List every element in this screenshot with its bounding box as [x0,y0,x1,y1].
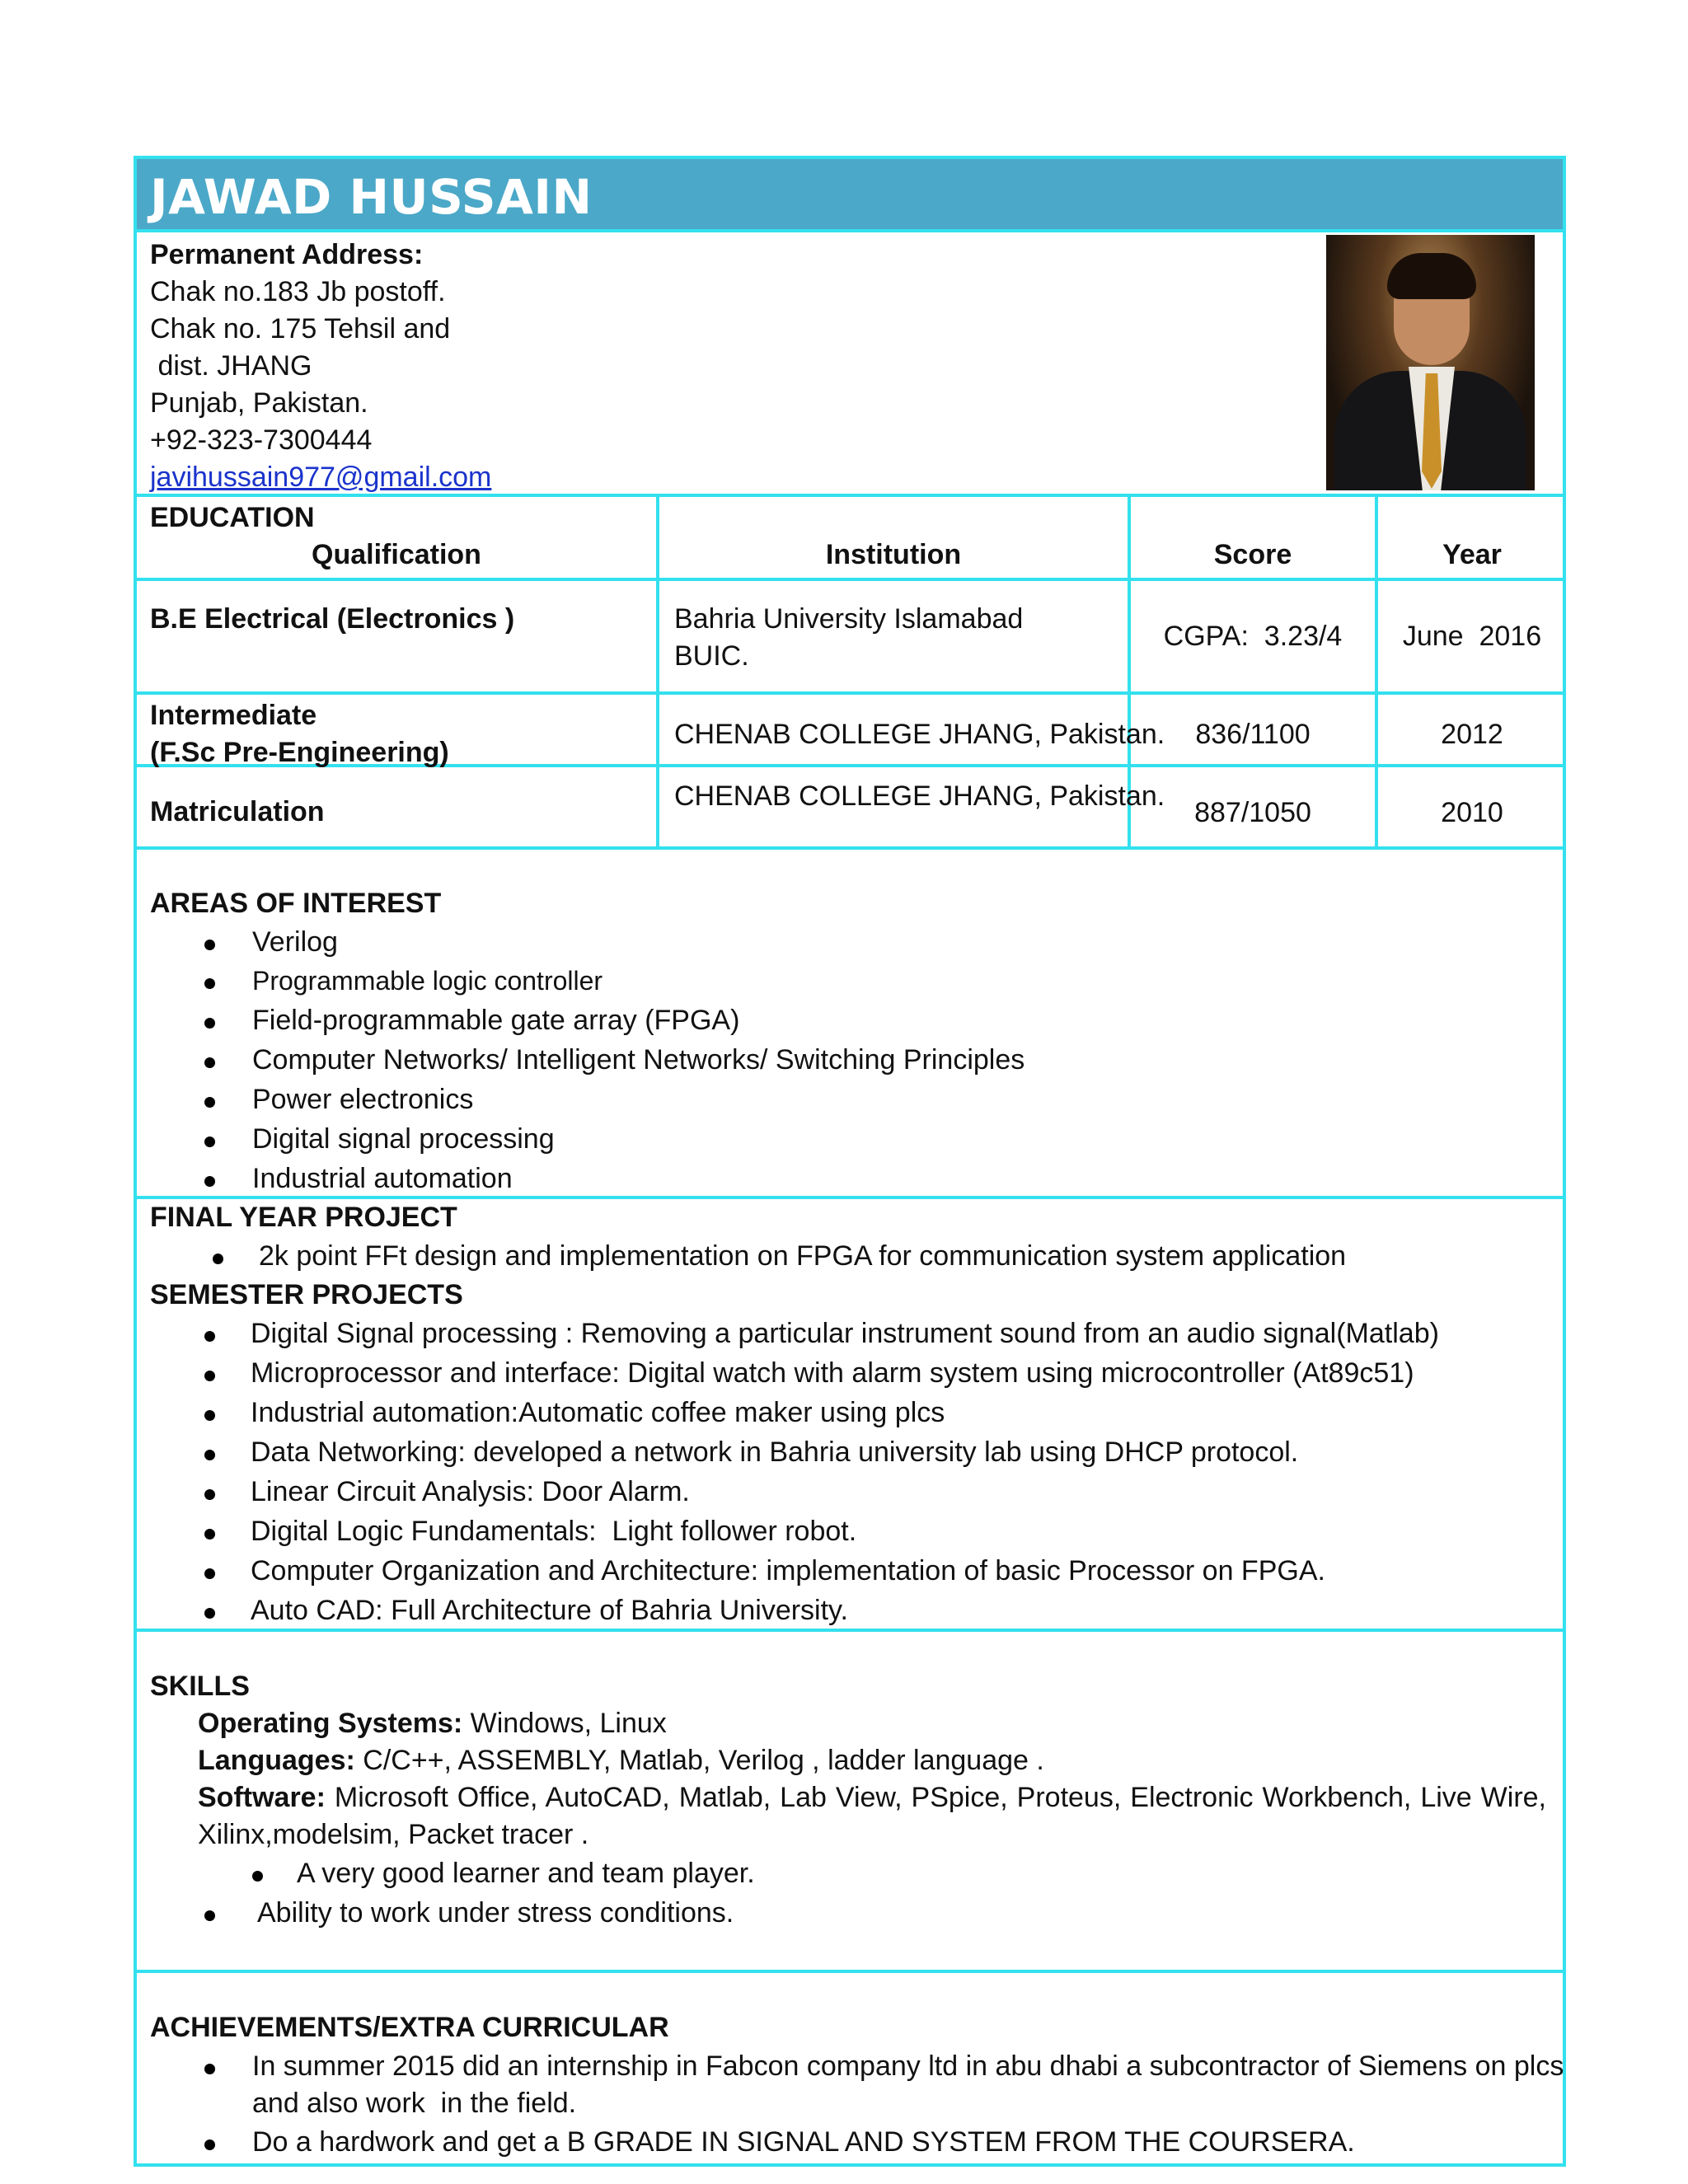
phone-number: +92-323-7300444 [150,424,373,456]
skill-value: Microsoft Office, AutoCAD, Matlab, Lab View, PSpice, Proteus, Electronic Workbench, Live Wire, Xilinx,modelsim, Packet tracer . [198,1782,1546,1850]
table-cell-institution: CHENAB COLLEGE JHANG, Pakistan. [674,780,1165,812]
bullet-icon [252,1871,263,1882]
list-item-continued: and also work in the field. [252,2088,577,2119]
list-item: Auto CAD: Full Architecture of Bahria University. [251,1595,848,1626]
skill-value: Windows, Linux [462,1708,667,1739]
list-item: Programmable logic controller [252,966,603,996]
skill-label: Operating Systems: [198,1708,463,1739]
table-cell-year: 2012 [1441,719,1503,750]
bullet-icon [204,1529,215,1540]
bullet-icon [204,1371,215,1381]
bullet-icon [204,1331,215,1342]
table-cell-score: CGPA: 3.23/4 [1163,621,1343,652]
address-line: Chak no. 175 Tehsil and [150,313,451,344]
list-item: Field-programmable gate array (FPGA) [252,1005,740,1036]
email-link[interactable]: javihussain977@gmail.com [150,462,492,493]
address-heading: Permanent Address: [150,239,424,270]
semester-projects-heading: SEMESTER PROJECTS [150,1279,463,1310]
table-cell-institution: BUIC. [674,640,749,672]
table-cell-institution: Bahria University Islamabad [674,603,1024,635]
bullet-icon [204,1450,215,1460]
bullet-icon [204,978,215,989]
bullet-icon [204,1057,215,1068]
list-item: Power electronics [252,1084,474,1115]
bullet-icon [204,1410,215,1421]
resume-page [134,156,1566,2167]
list-item: Verilog [252,926,338,958]
bullet-icon [204,1176,215,1187]
table-cell-year: 2010 [1441,797,1503,828]
education-heading: EDUCATION [150,502,315,533]
bullet-icon [213,1254,223,1264]
table-cell-qualification: (F.Sc Pre-Engineering) [150,737,449,768]
skill-software [198,1779,1546,1854]
column-header-qualification: Qualification [312,539,481,570]
candidate-name: JAWAD HUSSAIN [150,169,593,225]
bullet-icon [204,1489,215,1500]
table-cell-score: 887/1050 [1194,797,1311,828]
bullet-icon [204,1097,215,1108]
list-item: Computer Organization and Architecture: implementation of basic Processor on FPGA. [251,1555,1325,1586]
list-item: Linear Circuit Analysis: Door Alarm. [251,1476,690,1507]
column-header-year: Year [1442,539,1502,570]
bullet-icon [204,940,215,950]
bullet-icon [204,1018,215,1029]
skill-operating-systems [198,1705,667,1742]
list-item: Industrial automation:Automatic coffee maker using plcs [251,1397,945,1428]
table-cell-score: 836/1100 [1195,719,1311,750]
table-cell-qualification: B.E Electrical (Electronics ) [150,603,515,635]
bullet-icon [204,1608,215,1619]
list-item: Data Networking: developed a network in Bahria university lab using DHCP protocol. [251,1436,1299,1468]
address-line: Chak no.183 Jb postoff. [150,276,446,307]
address-line: dist. JHANG [150,350,312,382]
skill-languages [198,1742,1044,1779]
bullet-icon [204,2139,215,2150]
list-item: Ability to work under stress conditions. [257,1897,734,1929]
list-item: Industrial automation [252,1163,513,1194]
skill-label: Software: [198,1782,326,1813]
table-cell-qualification: Matriculation [150,796,325,827]
list-item: Microprocessor and interface: Digital watch with alarm system using microcontroller (At89c51) [251,1357,1414,1389]
table-cell-qualification: Intermediate [150,700,317,731]
table-cell-institution: CHENAB COLLEGE JHANG, Pakistan. [674,719,1165,750]
list-item: Digital Signal processing : Removing a particular instrument sound from an audio signal(Matlab) [251,1318,1439,1349]
bullet-icon [204,1910,215,1921]
list-item: Do a hardwork and get a B GRADE IN SIGNAL AND SYSTEM FROM THE COURSERA. [252,2126,1355,2158]
address-line: Punjab, Pakistan. [150,387,368,419]
interests-heading: AREAS OF INTEREST [150,888,442,919]
table-cell-year: June 2016 [1402,621,1542,652]
column-header-institution: Institution [825,539,962,570]
final-project-heading: FINAL YEAR PROJECT [150,1202,457,1233]
bullet-icon [204,2064,215,2074]
list-item: Computer Networks/ Intelligent Networks/ Switching Principles [252,1044,1025,1076]
profile-photo [1326,235,1535,490]
list-item: Digital signal processing [252,1123,555,1155]
list-item: 2k point FFt design and implementation on FPGA for communication system application [259,1240,1347,1272]
bullet-icon [204,1137,215,1147]
list-item: A very good learner and team player. [297,1858,755,1889]
column-header-score: Score [1213,539,1292,570]
skill-value: C/C++, ASSEMBLY, Matlab, Verilog , ladder language . [354,1745,1044,1776]
skill-label: Languages: [198,1745,355,1776]
name-header [137,156,1563,232]
list-item: Digital Logic Fundamentals: Light follower robot. [251,1516,857,1547]
achievements-heading: ACHIEVEMENTS/EXTRA CURRICULAR [150,2012,669,2043]
skills-heading: SKILLS [150,1671,250,1702]
list-item: In summer 2015 did an internship in Fabcon company ltd in abu dhabi a subcontractor of Siemens on plcs [252,2050,1564,2082]
bullet-icon [204,1568,215,1579]
